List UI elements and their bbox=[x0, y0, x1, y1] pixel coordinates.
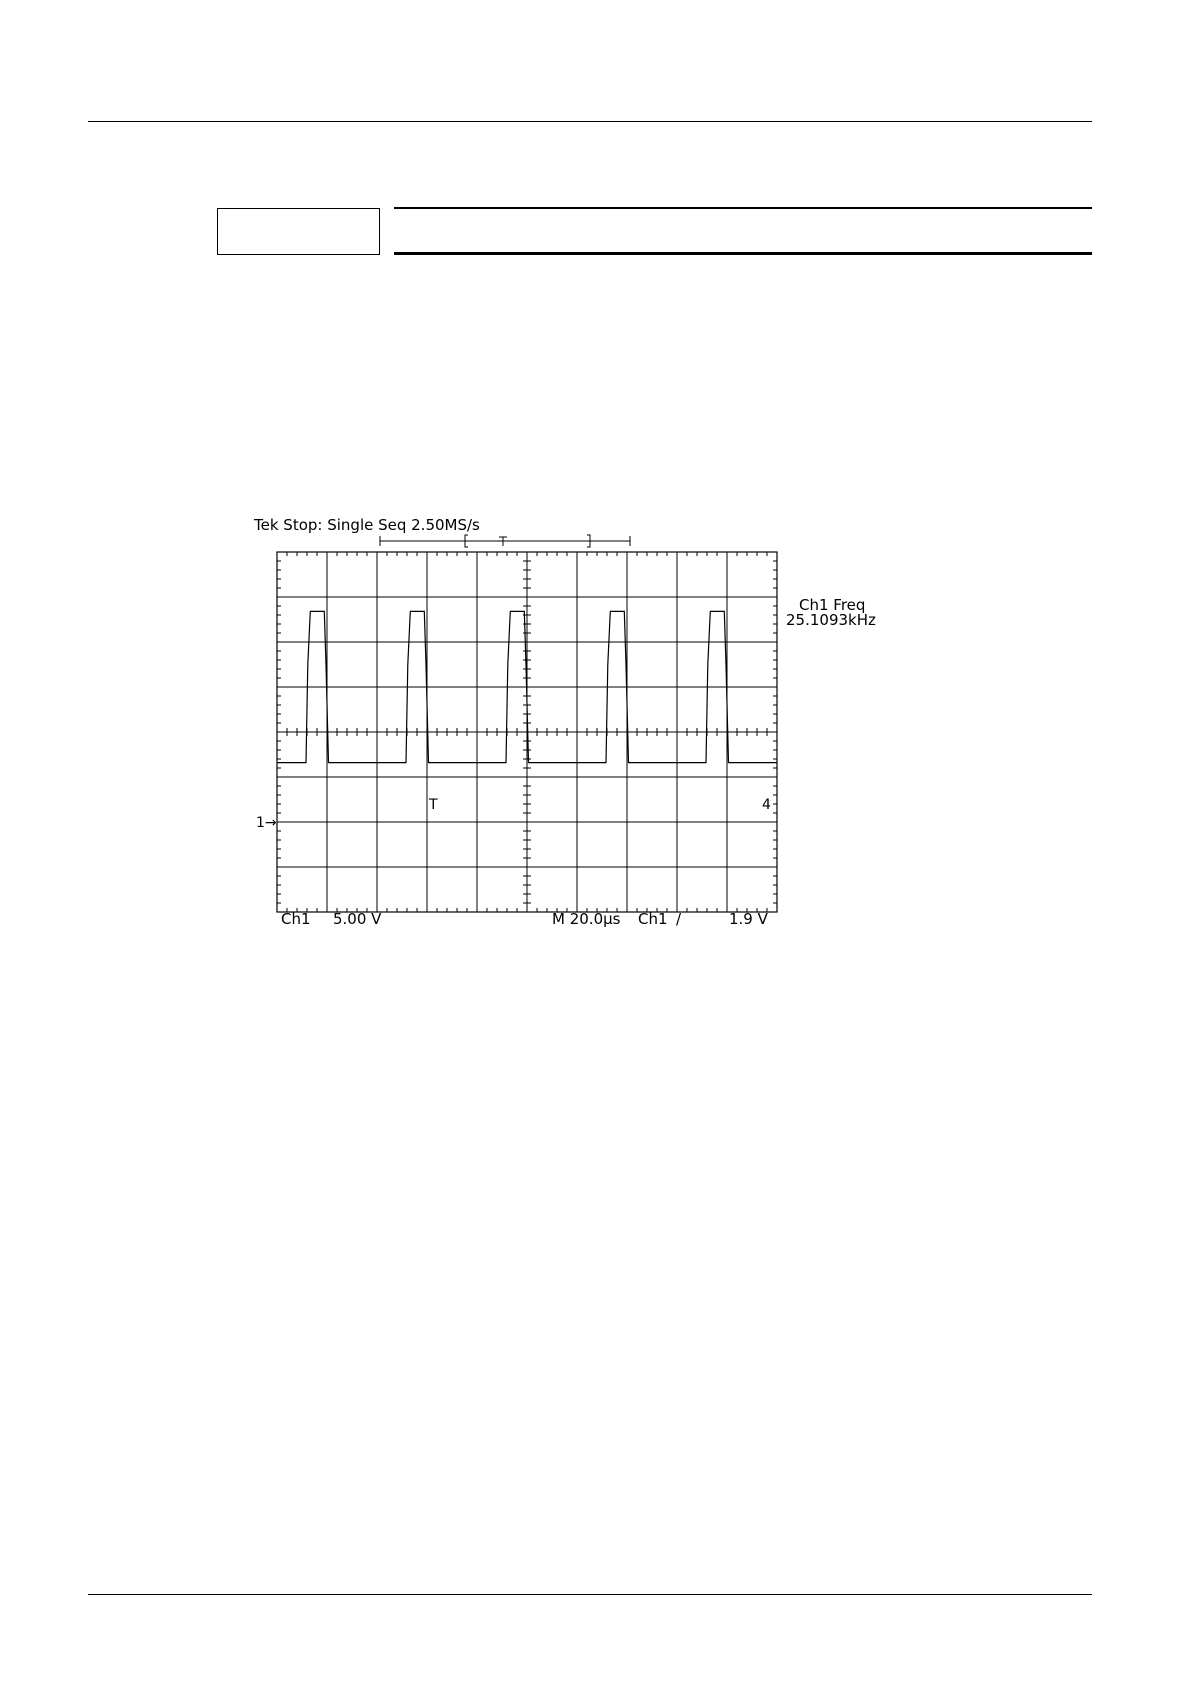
header-label: Tek Stop: Single Seq 2.50MS/s bbox=[254, 516, 480, 534]
bottom-trigger-slope: / bbox=[676, 910, 682, 928]
ground-marker: 1→ bbox=[256, 815, 277, 831]
freq-label: Ch1 Freq bbox=[799, 596, 866, 614]
bottom-trigger-source: Ch1 bbox=[638, 910, 668, 928]
freq-value: 25.1093kHz bbox=[786, 611, 876, 629]
bottom-channel: Ch1 bbox=[281, 910, 311, 928]
right-marker: 4 bbox=[762, 797, 771, 813]
trigger-position-marker: T bbox=[429, 797, 438, 813]
bottom-trigger-level: 1.9 V bbox=[729, 910, 768, 928]
bottom-volts-per-div: 5.00 V bbox=[333, 910, 382, 928]
bottom-timebase: M 20.0µs bbox=[552, 910, 621, 928]
acquisition-bracket bbox=[380, 535, 630, 547]
